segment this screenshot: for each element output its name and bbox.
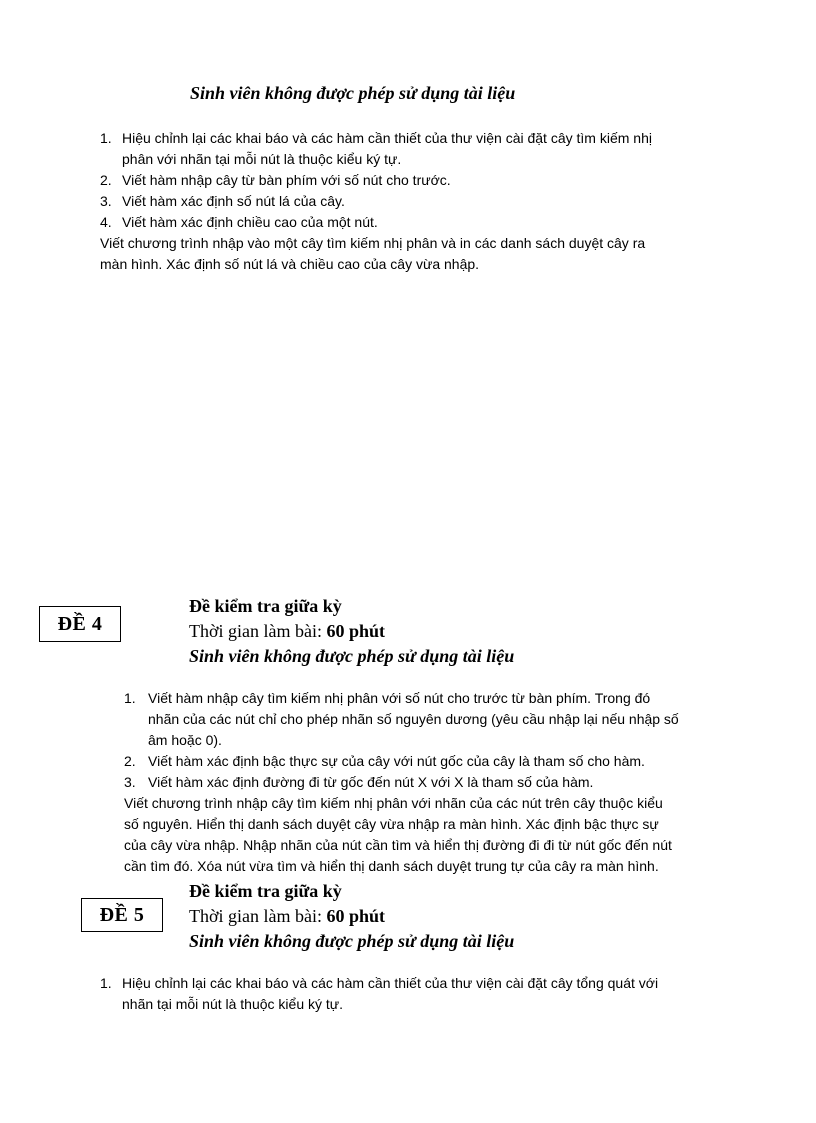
question-list <box>100 128 652 275</box>
question-list <box>100 973 658 1015</box>
question-item: 3. Viết hàm xác định số nút lá của cây. <box>100 193 345 209</box>
question-item: 2. Viết hàm xác định bậc thực sự của cây với nút gốc của cây là tham số cho hàm. <box>124 753 645 769</box>
exam-title: Đề kiểm tra giữa kỳ <box>189 596 342 616</box>
exam-note: Sinh viên không được phép sử dụng tài liệu <box>190 83 516 103</box>
exam-title: Đề kiểm tra giữa kỳ <box>189 881 342 901</box>
exam-badge: ĐỀ 4 <box>39 606 121 642</box>
question-item: 1. Hiệu chỉnh lại các khai báo và các hàm cần thiết của thư viện cài đặt cây tìm kiếm nhị phân với nhãn tại mỗi nút là thuộc kiểu ký tự. <box>100 130 652 167</box>
question-item: 3. Viết hàm xác định đường đi từ gốc đến nút X với X là tham số của hàm. <box>124 774 594 790</box>
question-item: 4. Viết hàm xác định chiều cao của một nút. <box>100 214 378 230</box>
exam-time: Thời gian làm bài: 60 phút <box>189 906 386 926</box>
question-item: 1. Hiệu chỉnh lại các khai báo và các hàm cần thiết của thư viện cài đặt cây tổng quát với nhãn tại mỗi nút là thuộc kiểu ký tự. <box>100 975 659 1012</box>
task-paragraph: Viết chương trình nhập cây tìm kiếm nhị phân với nhãn của các nút trên cây thuộc kiểu số nguyên. Hiển thị danh sách duyệt cây vừa nhập ra màn hình. Xác định bậc thực sự của cây vừa nhập. Nhập nhãn của nút cần tìm và hiển thị đường đi đi từ nút gốc đến nút cần tìm đó. Xóa nút vừa tìm và hiển thị danh sách duyệt trung tự của cây ra màn hình. <box>124 795 672 874</box>
exam-time: Thời gian làm bài: 60 phút <box>189 621 386 641</box>
exam-note: Sinh viên không được phép sử dụng tài liệu <box>189 646 515 666</box>
question-item: 1. Viết hàm nhập cây tìm kiếm nhị phân với số nút cho trước từ bàn phím. Trong đó nhãn của các nút chỉ cho phép nhãn số nguyên dương (yêu cầu nhập lại nếu nhập số âm hoặc 0). <box>124 690 679 748</box>
question-item: 2. Viết hàm nhập cây từ bàn phím với số nút cho trước. <box>100 172 451 188</box>
exam-note: Sinh viên không được phép sử dụng tài liệu <box>189 931 515 951</box>
exam-badge: ĐỀ 5 <box>81 898 163 932</box>
task-paragraph: Viết chương trình nhập vào một cây tìm kiếm nhị phân và in các danh sách duyệt cây ra màn hình. Xác định số nút lá và chiều cao của cây vừa nhập. <box>100 235 646 272</box>
question-list <box>124 688 679 793</box>
